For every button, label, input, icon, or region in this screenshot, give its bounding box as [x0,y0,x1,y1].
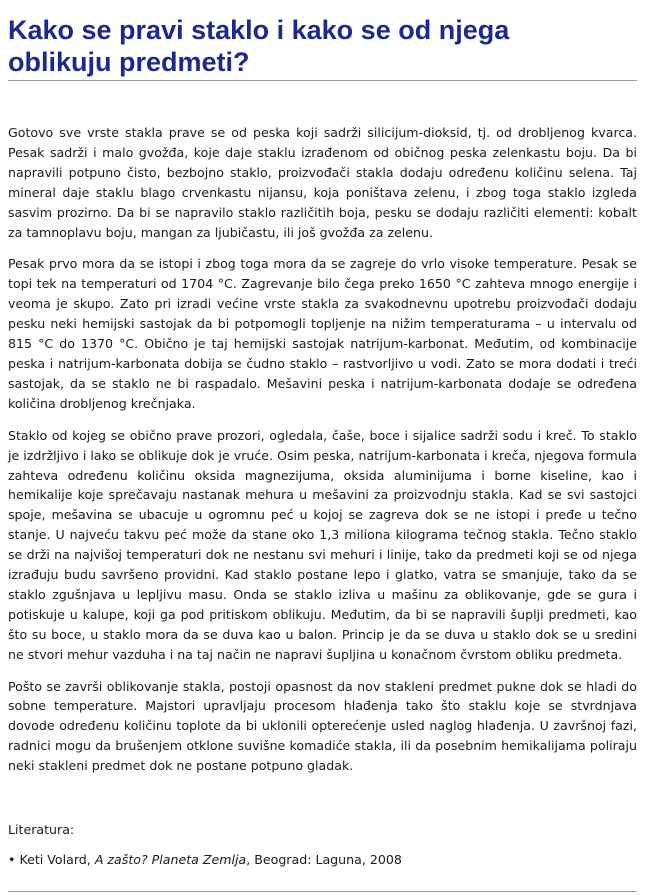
article-title: Kako se pravi staklo i kako se od njega oblikuju predmeti? [8,15,510,77]
literature-heading: Literatura: [8,822,75,837]
article-body [8,123,637,788]
title-divider [8,80,637,81]
bullet-icon: • [8,852,16,867]
paragraph-2: Pesak prvo mora da se istopi i zbog toga mora da se zagreje do vrlo visoke temperature. Pesak se topi tek na temperaturi od 1704 °C. Zagrevanje bilo čega preko 1650 °C zahteva mnogo energije i veoma je skupo. Zato pri izradi većine vrste stakla za svakodnevnu upotrebu proizvođači dodaju pesku neki hemijski sastojak da bi potpomogli topljenje na nižim temperaturama – u intervalu od 815 °C do 1370 °C. Obično je taj hemijski sastojak natrijum-karbonat. Međutim, od kombinacije peska i natrijum-karbonata dobija se čudno staklo – rastvorljivo u vodi. Zato se mora dodati i treći sastojak, da se staklo ne bi raspadalo. Mešavini peska i natrijum-karbonata dodaje se određena količina drobljenog krečnjaka. [8,256,637,411]
literature-book-title: A zašto? Planeta Zemlja [94,852,247,867]
paragraph-1: Gotovo sve vrste stakla prave se od peska koji sadrži silicijum-dioksid, tj. od drobljenog kvarca. Pesak sadrži i malo gvožđa, koje daje staklu izrađenom od običnog peska zelenkastu boju. Da bi napravili potpuno čisto, bezbojno staklo, proizvođači stakla dodaju određenu količinu selena. Taj mineral daje staklu blago crvenkastu nijansu, koja poništava zelenu, i zbog toga staklo izgleda sasvim prozirno. Da bi se napravilo staklo različitih boja, pesku se dodaju različiti elementi: kobalt za tamnoplavu boju, mangan za ljubičastu, ili još gvožđa za zelenu. [8,125,637,240]
paragraph-4: Pošto se završi oblikovanje stakla, postoji opasnost da nov stakleni predmet pukne dok se hladi do sobne temperature. Majstori upravljaju procesom hlađenja tako što staklu koje se stvrdnjava dovode određenu količinu toplote da bi uklonili opterećenje usled naglog hlađenja. U završnoj fazi, radnici mogu da brušenjem otklone suvišne komadiće stakla, ili da posebnim hemikalijama poliraju neki stakleni predmet dok ne postane potpuno gladak. [8,678,637,774]
footer-divider [8,891,637,892]
literature-author: Keti Volard, [19,852,91,867]
literature-publication: , Beograd: Laguna, 2008 [246,852,402,867]
article-page [8,0,637,895]
literature-item [8,850,402,870]
paragraph-3: Staklo od kojeg se obično prave prozori, ogledala, čaše, boce i sijalice sadrži sodu i kreč. To staklo je izdržljivo i lako se oblikuje dok je vruće. Osim peska, natrijum-karbonata i kreča, njegova formula zahteva određenu količinu oksida magnezijuma, oksida aluminijuma i borne kiseline, kao i hemikalije koje sprečavaju nastanak mehura u mešavini za proizvodnju stakla. Kad se svi sastojci spoje, mešavina se ubacuje u ogromnu peć u kojoj se zagreva dok se ne istopi i pređe u tečno stanje. U najveću takvu peć može da stane oko 1,3 miliona kilograma tečnog stakla. Tečno staklo se drži na najvišoj temperaturi dok ne nestanu svi mehuri i linije, tako da predmeti koji se od njega izrađuju budu savršeno providni. Kad staklo postane lepo i glatko, vatra se smanjuje, tako da se staklo zgušnjava u lepljivu masu. Onda se staklo izliva u mašinu za oblikovanje, gde se gura i potiskuje u kalupe, koji ga pod pritiskom oblikuju. Međutim, da bi se napravili šuplji predmeti, kao što su boce, u staklo mora da se duva kao u balon. Princip je da se duva u staklo dok se u sredini ne stvori mehur vazduha i na taj način ne napravi šupljina u konačnom čvrstom obliku predmeta. [8,427,637,662]
